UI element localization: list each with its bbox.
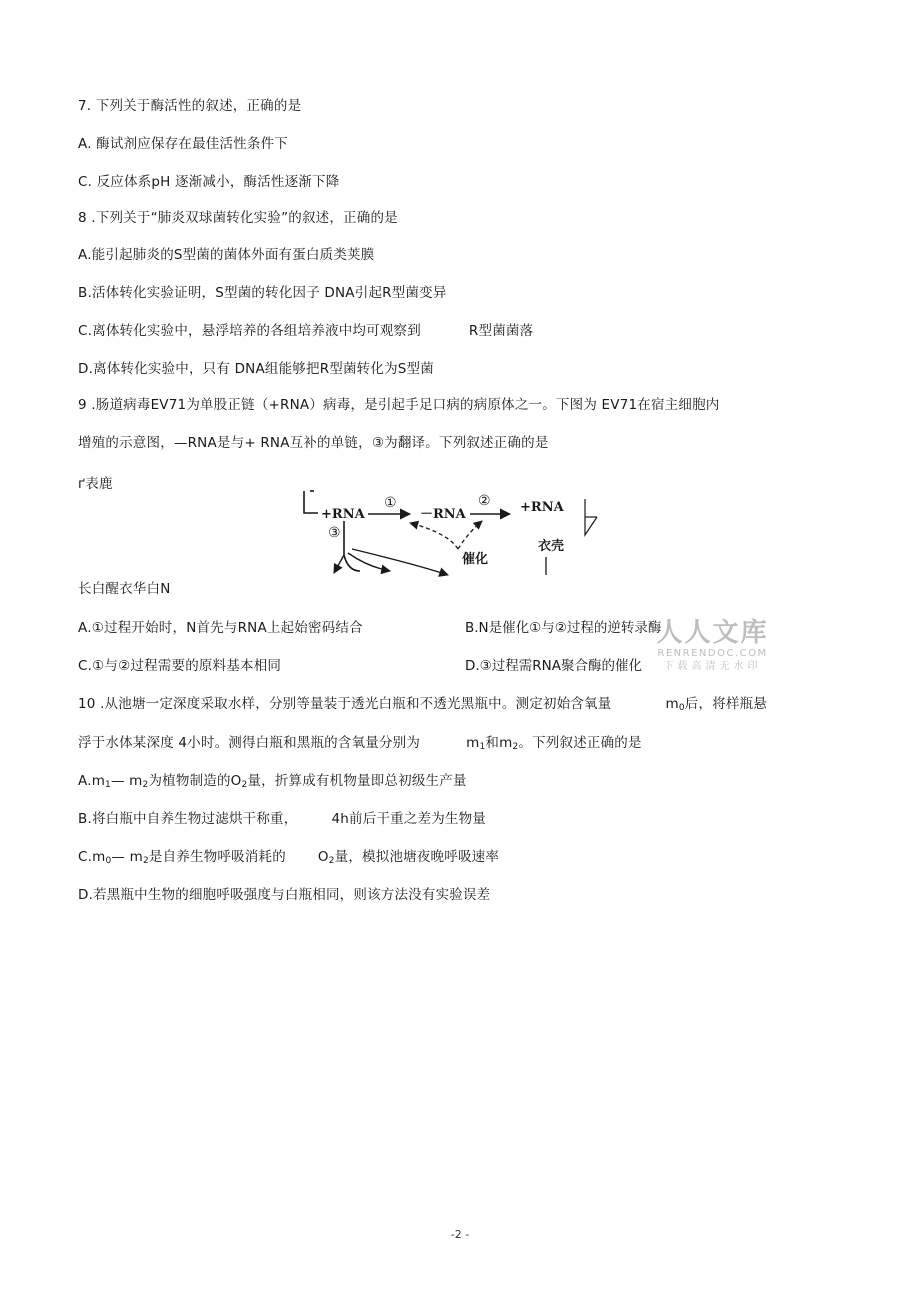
q10-c-mid: 是自养生物呼吸消耗的 [148, 849, 286, 865]
q10-b-text: B.将白瓶中自养生物过滤烘干称重， [78, 811, 298, 827]
q10-a-sub3: 2 [241, 780, 248, 790]
translation-arrow-right [352, 549, 448, 575]
step2-label: ② [478, 493, 491, 509]
q10-c-o2: O [317, 849, 329, 865]
minus-rna-label: －RNA [420, 507, 466, 522]
q10-option-c [78, 845, 499, 866]
catalysis-label: 催化 [462, 552, 489, 567]
q10-c-minus: — m [111, 849, 143, 865]
q8-option-c [78, 319, 533, 339]
q7-option-c: C. 反应体系pH 逐渐减小，酶活性逐渐下降 [78, 174, 340, 190]
q10-a-minus: — m [110, 773, 143, 789]
q10-stem1-text-end: 后，将样瓶悬 [684, 696, 767, 712]
q10-stem2-sub1: 1 [479, 742, 486, 752]
catalysis-dashed-arrow-2 [458, 521, 482, 549]
q8-option-a: A.能引起肺炎的S型菌的菌体外面有蛋白质类荚膜 [78, 247, 375, 263]
q8-stem: 8 .下列关于“肺炎双球菌转化实验”的叙述，正确的是 [78, 210, 398, 226]
watermark-slogan: 下载高清无水印 [663, 661, 762, 672]
watermark-url: RENRENDOC.COM [657, 648, 768, 659]
q10-a-sub1: 1 [105, 780, 111, 790]
q9-option-c: C.①与②过程需要的原料基本相同 [78, 658, 282, 674]
q10-c-end: 量，模拟池塘夜晚呼吸速率 [334, 849, 500, 865]
q10-stem2-m1: m [466, 735, 480, 751]
q10-a-m1: A.m [78, 773, 106, 789]
q9-garbled-label-bottom: 长白醒衣华白N [78, 581, 171, 597]
step1-label: ① [384, 495, 397, 511]
ev71-replication-diagram [298, 483, 608, 578]
q10-option-b [78, 807, 486, 827]
q9-option-a: A.①过程开始时，N首先与RNA上起始密码结合 [78, 620, 363, 636]
left-bracket [304, 491, 318, 513]
q8-option-c-text-end: R型菌菌落 [468, 323, 534, 339]
q10-stem2-and: 和m [485, 735, 513, 751]
q10-c-sub2: 2 [142, 856, 149, 866]
q10-option-a [78, 769, 467, 790]
q7-stem: 7. 下列关于酶活性的叙述，正确的是 [78, 98, 302, 114]
q8-option-b: B.活体转化实验证明，S型菌的转化因子 DNA引起R型菌变异 [78, 285, 447, 301]
plus-rna-right-label: +RNA [520, 500, 564, 515]
q10-stem-line1 [78, 692, 767, 713]
q10-stem1-m: m [665, 696, 679, 712]
watermark-brand: 人人文库 [656, 618, 769, 648]
q7-option-a: A. 酶试剂应保存在最佳活性条件下 [78, 136, 288, 152]
q10-option-d: D.若黑瓶中生物的细胞呼吸强度与白瓶相同，则该方法没有实验误差 [78, 887, 491, 903]
q10-c-sub0: 0 [105, 856, 112, 866]
step3-label: ③ [328, 525, 341, 541]
q8-option-d: D.离体转化实验中，只有 DNA组能够把R型菌转化为S型菌 [78, 361, 434, 377]
q9-garbled-label-top: ґ表鹿 [78, 476, 113, 492]
page-number: -2 - [450, 1228, 470, 1241]
q9-option-d: D.③过程需RNA聚合酶的催化 [465, 658, 643, 674]
q8-option-c-text: C.离体转化实验中，悬浮培养的各组培养液中均可观察到 [78, 323, 421, 339]
translation-arrow-mid [348, 553, 390, 571]
q10-a-end: 量，折算成有机物量即总初级生产量 [247, 773, 467, 789]
coat-label: 衣壳 [538, 539, 565, 554]
q10-stem1-text: 10 .从池塘一定深度采取水样，分别等量装于透光白瓶和不透光黑瓶中。测定初始含氧量 [78, 696, 612, 712]
q9-stem-line2: 增殖的示意图，—RNA是与+ RNA互补的单链，③为翻译。下列叙述正确的是 [78, 435, 549, 451]
q10-stem2-end: 。下列叙述正确的是 [518, 735, 642, 751]
q10-stem2-text: 浮于水体某深度 4小时。测得白瓶和黑瓶的含氧量分别为 [78, 735, 421, 751]
q10-a-mid: 为植物制造的O [148, 773, 242, 789]
q10-stem-line2 [78, 731, 642, 752]
renrendoc-watermark [650, 618, 775, 674]
catalysis-dashed-arrow-1 [410, 523, 458, 549]
translation-line [344, 521, 360, 571]
q10-a-sub2: 2 [142, 780, 149, 790]
q10-stem2-sub2: 2 [512, 742, 519, 752]
q10-stem1-sub: 0 [678, 703, 685, 713]
plus-rna-left-label: +RNA [321, 507, 365, 522]
q9-stem-line1: 9 .肠道病毒EV71为单股正链（+RNA）病毒，是引起手足口病的病原体之一。下图为 EV71在宿主细胞内 [78, 397, 720, 413]
translation-arrow-left [334, 555, 344, 573]
q10-c-m0: C.m [78, 849, 106, 865]
q10-c-sub3: 2 [328, 856, 335, 866]
q9-option-b: B.N是催化①与②过程的逆转录酶 [465, 620, 662, 636]
q10-b-text-end: 4h前后干重之差为生物量 [331, 811, 486, 827]
